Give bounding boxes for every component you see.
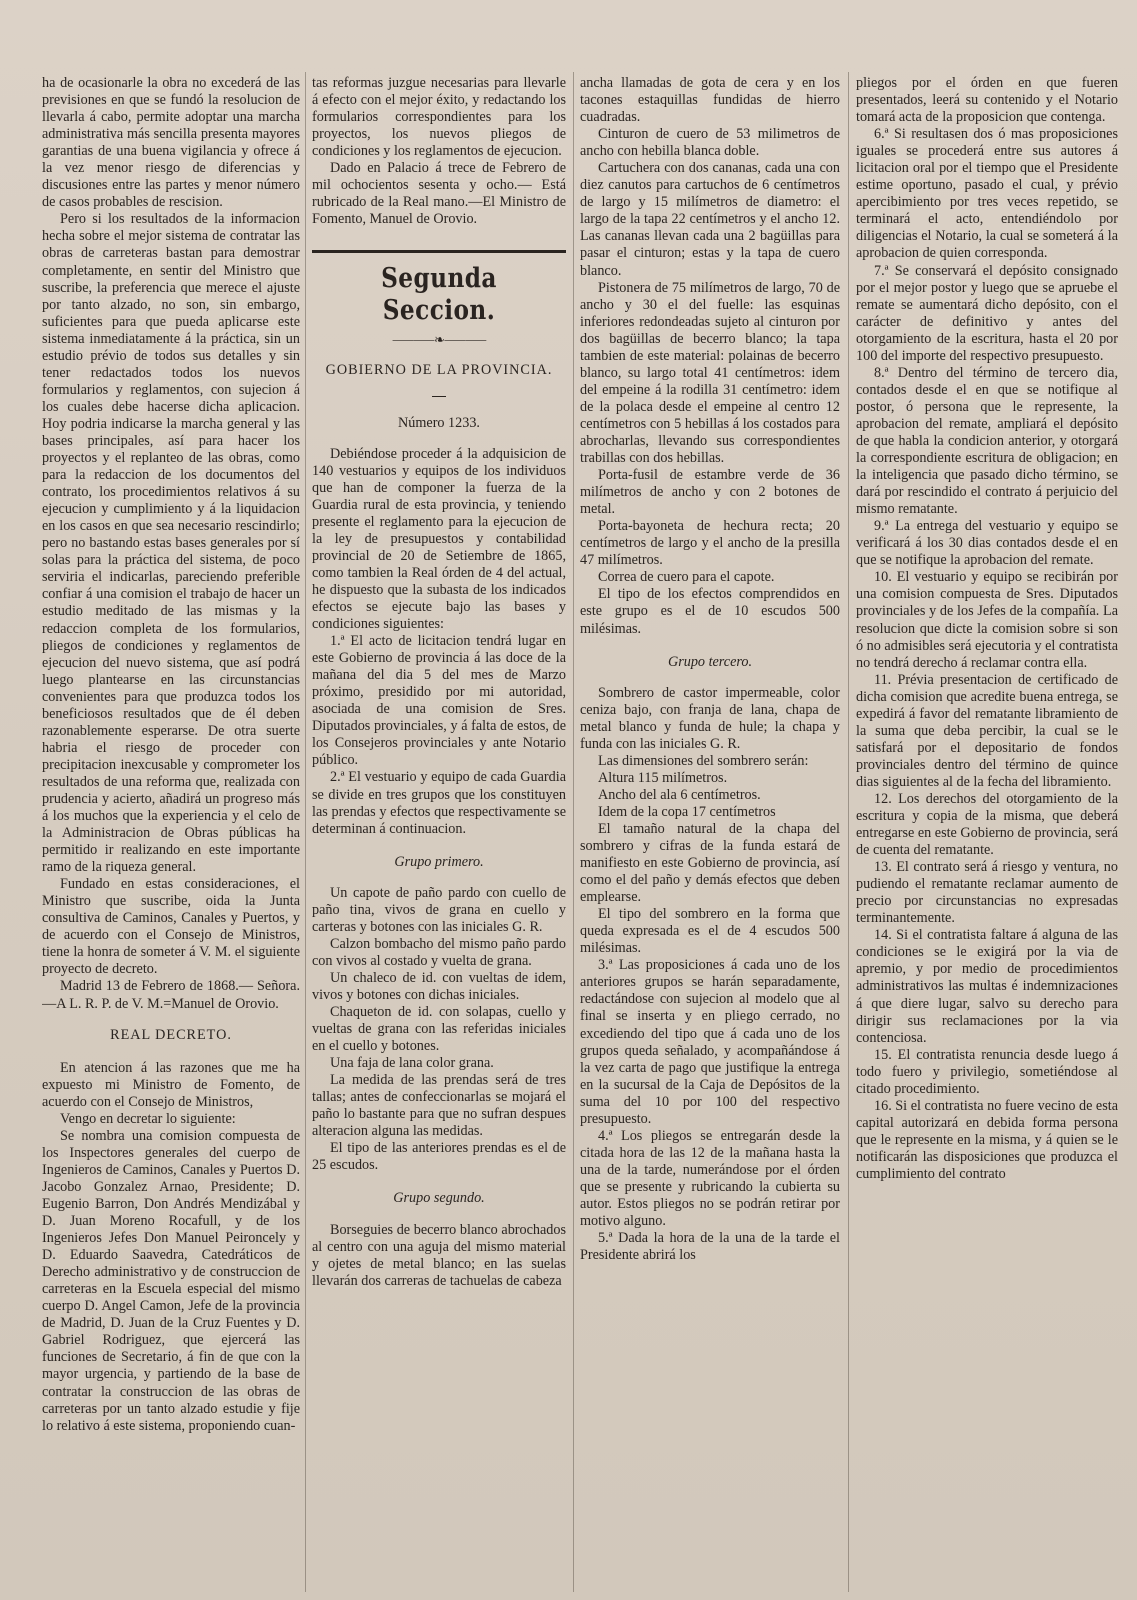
paragraph: 2.ª El vestuario y equipo de cada Guardia se divide en tres grupos que los constituyen las prendas y efectos que respectivamente se determinan á continuacion. [312, 769, 566, 837]
paragraph: Debiéndose proceder á la adquisicion de 140 vestuarios y equipos de los individuos que han de componer la fuerza de la Guardia rural de esta provincia, y teniendo presente el reglamento para la ejecucion de la ley de presupuestos y contabilidad provincial de 20 de Setiembre de 1865, como tambien la Real órden de 4 del actual, he dispuesto que la subasta de los indicados efectos se ejecute bajo las bases y condiciones siguientes: [312, 445, 566, 633]
text-column-4 [856, 75, 1118, 1575]
paragraph: 4.ª Los pliegos se entregarán desde la citada hora de las 12 de la mañana hasta la una de la tarde, numerándose por el órden que se presente y rubricando la cubierta su autor. Estos pliegos no se podrán retirar por motivo alguno. [580, 1127, 840, 1230]
paragraph: ancha llamadas de gota de cera y en los tacones estaquillas fundidas de hierro cuadradas. [580, 75, 840, 126]
paragraph: En atencion á las razones que me ha expuesto mi Ministro de Fomento, de acuerdo con el Consejo de Ministros, [42, 1059, 300, 1110]
paragraph: Idem de la copa 17 centímetros [598, 803, 776, 820]
paragraph: 9.ª La entrega del vestuario y equipo se verificará á los 30 dias contados desde el en que se notifique la aprobacion del remate. [856, 518, 1118, 569]
paragraph: 13. El contrato será á riesgo y ventura, no pudiendo el rematante reclamar aumento de precio por circunstancias no expresadas terminantemente. [856, 859, 1118, 927]
paragraph: 6.ª Si resultasen dos ó mas proposiciones iguales se procederá entre sus autores á licitacion oral por el tiempo que el Presidente estime oportuno, pasado el cual, y prévio apercibimiento por tres veces repetido, se terminará el acto, entendiéndolo por diligencias el Notario, la cual se someterá á la aprobacion de quien corresponda. [856, 126, 1118, 262]
paragraph: El tipo de los efectos comprendidos en este grupo es el de 10 escudos 500 milésimas. [580, 586, 840, 637]
paragraph: Pero si los resultados de la informacion hecha sobre el mejor sistema de contratar las obras de carreteras bastan para demostrar completamente, en sentir del Ministro que suscribe, la preferencia que merece el ajuste por tanto alzado, no son, sin embargo, suficientes para que pueda aplicarse este sistema inmediatamente á la práctica, sin un estudio prévio de todos sus detalles y sin tener redactados todos los nuevos formularios y reglamentos, con sujecion á los cuales debe hacerse dicha aplicacion. Hoy podria indicarse la marcha general y las bases principales, así para hacer los proyectos y el replanteo de las obras, como para la redaccion de los documentos del contrato, los procedimientos relativos á su ejecucion y cumplimiento y á la liquidacion en los casos en que sea necesario rescindirlo; pero no bastando estas bases generales por sí solas para la práctica del sistema, de poco serviria el indicarlas, pareciendo preferible confiar á una comision el trabajo de hacer un estudio meditado de las mismas y la redaccion completa de los formularios, pliegos de condiciones y reglamentos de ejecucion del nuevo sistema, que así podrá luego plantearse en las circunstancias convenientes para que produzca todos los beneficiosos resultados que de él deben razonablemente esperarse. De otra suerte habria el riesgo de proceder con precipitacion inexcusable y comprometer los resultados de una reforma que, realizada con prudencia y acierto, añadirá un progreso más á los muchos que la experiencia y el celo de la Administracion de Obras públicas ha permitido ir realizando en este importante ramo de la riqueza general. [42, 211, 300, 876]
paragraph: Altura 115 milímetros. [598, 769, 728, 786]
paragraph: Chaqueton de id. con solapas, cuello y vueltas de grana con las referidas iniciales en el cuello y botones. [312, 1004, 566, 1055]
paragraph: Correa de cuero para el capote. [598, 569, 775, 586]
paragraph: ha de ocasionarle la obra no excederá de las previsiones en que se fundó la resolucion de llevarla á cabo, permite adoptar una marcha administrativa más sencilla presenta mayores garantias de una buena vigilancia y ofrece á la vez menor riesgo de diferencias y discusiones entre las partes y menor número de casos probables de rescision. [42, 75, 300, 211]
paragraph: El tamaño natural de la chapa del sombrero y cifras de la funda estará de manifiesto en este Gobierno de provincia, así como el del paño y demás efectos que deben emplearse. [580, 820, 840, 906]
text-column-3 [580, 75, 840, 1575]
ornament-divider: ⸺⸺❧⸺⸺ [392, 332, 486, 348]
paragraph: 12. Los derechos del otorgamiento de la escritura y copia de la misma, que deberá entregarse en este Gobierno de provincia, será de cuenta del rematante. [856, 790, 1118, 859]
paragraph: Cartuchera con dos cananas, cada una con diez canutos para cartuchos de 6 centímetros de largo y 15 milímetros de diametro: el largo de la tapa 22 centímetros y el ancho 12. Las cananas llevan cada una 2 bagüillas para pasar el cinturon; estas y la tapa de cuero blanco. [580, 160, 840, 279]
paragraph: 8.ª Dentro del término de tercero dia, contados desde el en que se notifique al postor, ó persona que le represente, la aprobacion del remate, ampliará el depósito de que habla la condicion anterior, y otorgará la correspondiente escritura de obligacion; en la inteligencia que pasado dicho término, se dará por rescindido el contrato á perjuicio del mismo rematante. [856, 364, 1118, 518]
small-divider [432, 396, 446, 397]
paragraph: Calzon bombacho del mismo paño pardo con vivos al costado y vuelta de grana. [312, 935, 566, 969]
group-heading: Grupo primero. [394, 853, 484, 870]
paragraph: tas reformas juzgue necesarias para llevarle á efecto con el mejor éxito, y redactando los formularios correspondientes para los proyectos, los nuevos pliegos de condiciones y los reglamentos de ejecucion. [312, 75, 566, 160]
paragraph: 15. El contratista renuncia desde luego á todo fuero y privilegio, sometiéndose al citado procedimiento. [856, 1046, 1118, 1097]
paragraph: pliegos por el órden en que fueren presentados, leerá su contenido y el Notario tomará acta de la proposicion que contenga. [856, 75, 1118, 126]
group-heading: Grupo segundo. [393, 1190, 485, 1207]
paragraph: Sombrero de castor impermeable, color ceniza bajo, con franja de lana, chapa de metal blanco y funda de hule; la chapa y funda con las iniciales G. R. [580, 684, 840, 752]
paragraph: Un capote de paño pardo con cuello de paño tina, vivos de grana en cuello y carteras y botones con las iniciales G. R. [312, 884, 566, 935]
paragraph: 3.ª Las proposiciones á cada uno de los anteriores grupos se harán separadamente, redactándose con sujecion al modelo que al final se inserta y en pliego cerrado, no excediendo del tipo que á cada uno de los grupos queda señalado, y acompañándose á la vez carta de pago que justifique la entrega en la sucursal de la Caja de Depósitos de la suma del 10 por 100 del respectivo presupuesto. [580, 957, 840, 1127]
paragraph: Una faja de lana color grana. [330, 1055, 494, 1072]
announcement-number: Número 1233. [398, 414, 480, 431]
paragraph: Vengo en decretar lo siguiente: [60, 1110, 236, 1127]
paragraph: Borseguies de becerro blanco abrochados al centro con una aguja del mismo material y ojetes de metal blanco; en las suelas llevarán dos carreras de tachuelas de cabeza [312, 1221, 566, 1289]
text-column-1 [42, 75, 300, 1575]
paragraph: Dado en Palacio á trece de Febrero de mil ochocientos sesenta y ocho.— Está rubricado de la Real mano.—El Ministro de Fomento, Manuel de Orovio. [312, 160, 566, 228]
paragraph: 5.ª Dada la hora de la una de la tarde el Presidente abrirá los [580, 1230, 840, 1264]
paragraph: 16. Si el contratista no fuere vecino de esta capital autorizará en debida forma persona que le represente en la misma, y á quien se le notificarán las disposiciones que produzca el cumplimiento del contrato [856, 1097, 1118, 1182]
paragraph: La medida de las prendas será de tres tallas; antes de confeccionarlas se mojará el paño lo bastante para que no sufran despues alteracion alguna las medidas. [312, 1072, 566, 1140]
column-divider [305, 72, 306, 1592]
paragraph: Porta-bayoneta de hechura recta; 20 centímetros de largo y el ancho de la presilla 47 milímetros. [580, 518, 840, 569]
text-column-2 [312, 75, 566, 1575]
paragraph: 11. Prévia presentacion de certificado de dicha comision que acredite buena entrega, se expedirá á favor del rematante libramiento de la suma que deba percibir, la cual se le satisfará por el depositario de fondos provinciales dentro del término de quince dias siguientes al de la fecha del libramiento. [856, 671, 1118, 790]
paragraph: 1.ª El acto de licitacion tendrá lugar en este Gobierno de provincia á las doce de la mañana del dia 5 del mes de Marzo próximo, presidido por mi autoridad, asociada de una comision de Sres. Diputados provinciales, y á falta de estos, de los Consejeros provinciales y ante Notario público. [312, 633, 566, 769]
paragraph: Un chaleco de id. con vueltas de idem, vivos y botones con dichas iniciales. [312, 969, 566, 1003]
paragraph: Las dimensiones del sombrero serán: [598, 752, 809, 769]
paragraph: 10. El vestuario y equipo se recibirán por una comision compuesta de Sres. Diputados provinciales y de los Jefes de la compañía. La resolucion que dicte la comision sobre si son ó no admisibles será ejecutoria y el contratista no tendrá derecho á reclamar contra ella. [856, 569, 1118, 671]
paragraph: El tipo de las anteriores prendas es el de 25 escudos. [312, 1140, 566, 1174]
paragraph: Ancho del ala 6 centímetros. [598, 786, 761, 803]
paragraph: Cinturon de cuero de 53 milimetros de ancho con hebilla blanca doble. [580, 126, 840, 160]
paragraph: Fundado en estas consideraciones, el Ministro que suscribe, oida la Junta consultiva de Caminos, Canales y Puertos, y de acuerdo con el Consejo de Ministros, tiene la honra de someter á V. M. el siguiente proyecto de decreto. [42, 876, 300, 978]
column-divider [848, 72, 849, 1592]
column-divider [573, 72, 574, 1592]
paragraph: Se nombra una comision compuesta de los Inspectores generales del cuerpo de Ingenieros de Caminos, Canales y Puertos D. Jacobo Gonzalez Arnao, Presidente; D. Eugenio Barron, Don Andrés Mendizábal y D. Juan Moreno Rocafull, y de los Ingenieros Jefes Don Manuel Peironcely y D. Eduardo Saavedra, Catedráticos de Derecho administrativo y de construccion de carreteras en la Escuela especial del mismo cuerpo D. Angel Camon, Jefe de la provincia de Madrid, D. Juan de la Cruz Fuentes y D. Gabriel Rodriguez, que ejercerá las funciones de Secretario, á fin de que con la mayor urgencia, y partiendo de la base de contratar la construccion de las obras de carreteras por un tanto alzado estudie y fije lo relativo á este sistema, proponiendo cuan- [42, 1127, 300, 1434]
paragraph: El tipo del sombrero en la forma que queda expresada es el de 4 escudos 500 milésimas. [580, 906, 840, 957]
section-heading: REAL DECRETO. [110, 1026, 232, 1043]
paragraph: Pistonera de 75 milímetros de largo, 70 de ancho y 30 el del fuelle: las esquinas inferiores redondeadas sujeto al cinturon por dos bagüillas de becerro blanco; la tapa tambien de este material: polainas de becerro blanco, su largo total 41 centímetros: idem del empeine á la rodilla 31 centímetro: idem de la polaca desde el empeine al centro 12 centímetros con 5 hebillas á los costados para abrocharlas, llevando sus correspondientes trabillas con dos hebillas. [580, 279, 840, 467]
group-heading: Grupo tercero. [667, 653, 753, 670]
section-rule [312, 250, 566, 253]
section-title: Segunda Seccion. [381, 263, 497, 327]
paragraph: Madrid 13 de Febrero de 1868.— Señora.—A L. R. P. de V. M.=Manuel de Orovio. [42, 978, 300, 1012]
government-heading: GOBIERNO DE LA PROVINCIA. [325, 362, 553, 379]
paragraph: Porta-fusil de estambre verde de 36 milímetros de ancho y con 2 botones de metal. [580, 467, 840, 518]
paragraph: 14. Si el contratista faltare á alguna de las condiciones se le exigirá por la via de apremio, y por medio de procedimientos administrativos las multas é indemnizaciones á que diere lugar, salvo su derecho para dirigir sus reclamaciones por la via contenciosa. [856, 927, 1118, 1046]
paragraph: 7.ª Se conservará el depósito consignado por el mejor postor y luego que se apruebe el remate se aumentará dicho depósito, con el carácter de definitivo y antes del otorgamiento de la escritura, hasta el 20 por 100 del importe del respectivo presupuesto. [856, 262, 1118, 364]
